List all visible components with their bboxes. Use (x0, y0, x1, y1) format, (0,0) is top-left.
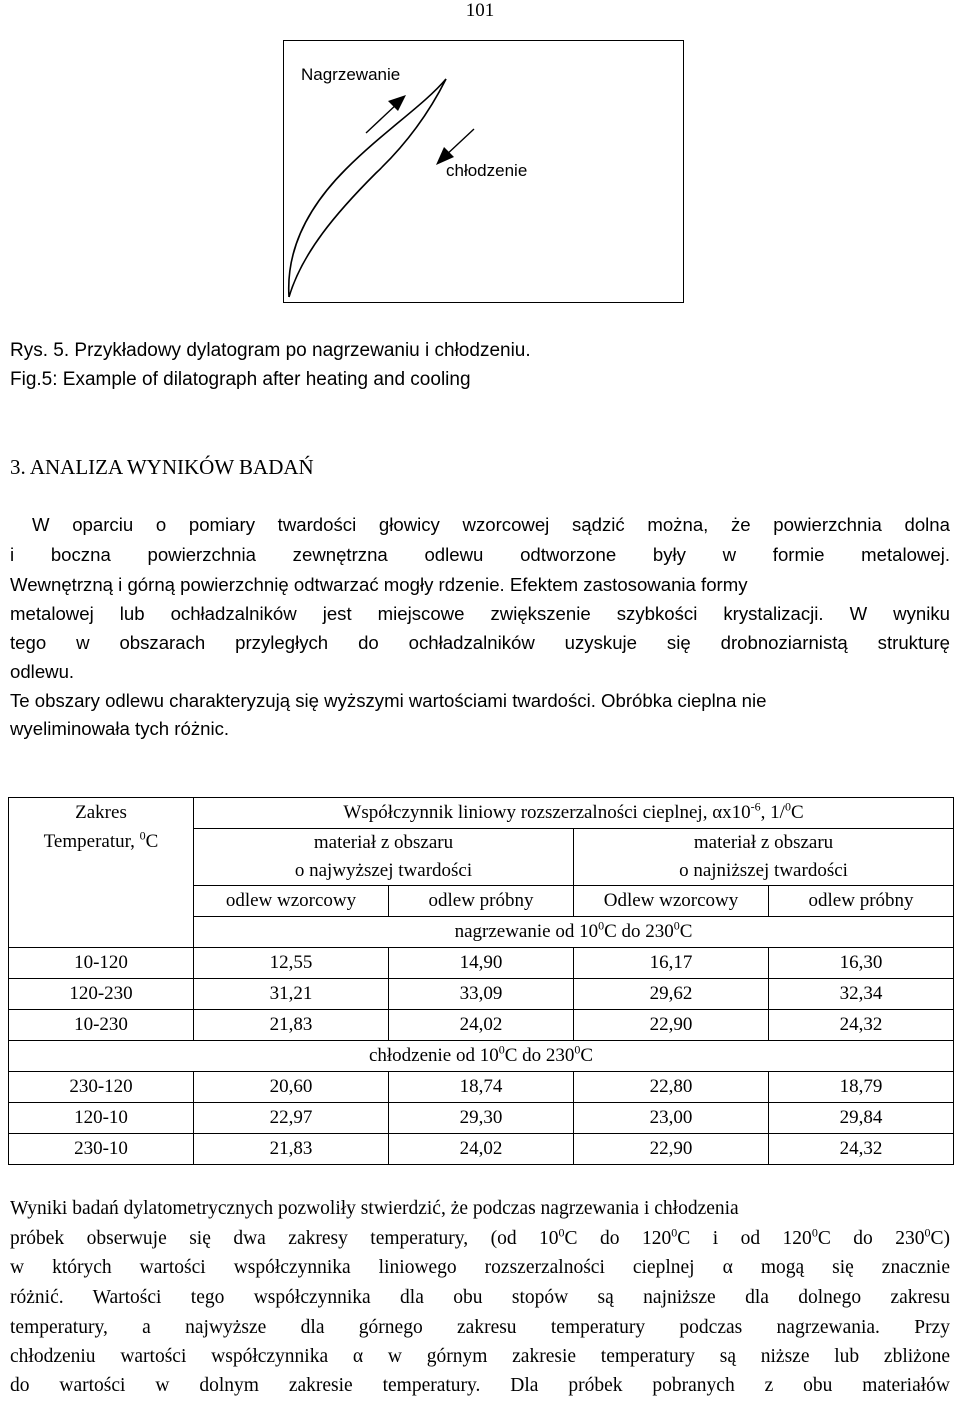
table-cell: 230-120 (9, 1072, 194, 1103)
subheader-cell: odlew próbny (389, 886, 574, 917)
subheader-cell: odlew wzorcowy (194, 886, 389, 917)
heating-curve (289, 79, 446, 297)
table-cell: 31,21 (194, 979, 389, 1010)
table-cell: 24,02 (389, 1010, 574, 1041)
table-cell: 23,00 (574, 1103, 769, 1134)
table-cell: 16,30 (769, 948, 954, 979)
table-cell: 21,83 (194, 1134, 389, 1165)
table-cell: 33,09 (389, 979, 574, 1010)
results-line: próbek obserwuje się dwa zakresy temperatury, (od $10^0C$ do $120^0C$ i od $120^0C$ do $230^0C$) (10, 1225, 950, 1249)
table-cell: 29,62 (574, 979, 769, 1010)
range-header-cell (9, 886, 194, 917)
empty-cell (9, 917, 194, 948)
table-cell: 12,55 (194, 948, 389, 979)
table-cell: 21,83 (194, 1010, 389, 1041)
table-row (9, 1072, 954, 1103)
table-cell: 14,90 (389, 948, 574, 979)
table-cell: 24,32 (769, 1134, 954, 1165)
table-cell: 22,97 (194, 1103, 389, 1134)
section-heading: 3. ANALIZA WYNIKÓW BADAŃ (10, 455, 314, 479)
table-cell: 22,90 (574, 1134, 769, 1165)
table-cell: 230-10 (9, 1134, 194, 1165)
table-cell: 32,34 (769, 979, 954, 1010)
paragraph-line: tego w obszarach przyległych do ochładzalników uzyskuje się drobnoziarnistą strukturę (10, 632, 950, 653)
table-cell: 20,60 (194, 1072, 389, 1103)
results-line: Wyniki badań dylatometrycznych pozwoliły stwierdzić, że podczas nagrzewania i chłodzenia (10, 1198, 739, 1219)
table-cell: 120-10 (9, 1103, 194, 1134)
heating-section-label: nagrzewanie od $10^0C$ do $230^0C$ (194, 917, 954, 948)
table-cell: 24,02 (389, 1134, 574, 1165)
results-line: chłodzeniu wartości współczynnika α w górnym zakresie temperatury są niższe lub zbliżone (10, 1346, 950, 1367)
paragraph-line: metalowej lub ochładzalników jest miejscowe zwiększenie szybkości krystalizacji. W wyniku (10, 603, 950, 624)
cooling-label: chłodzenie (446, 161, 528, 180)
table-cell: 29,30 (389, 1103, 574, 1134)
dilatogram-figure (283, 40, 684, 303)
thermal-expansion-table (8, 797, 954, 1165)
group-high-hardness: materiał z obszaru o najwyższej twardości (194, 829, 574, 886)
page-number: 101 (465, 0, 495, 21)
table-row (9, 979, 954, 1010)
heating-label: Nagrzewanie (301, 65, 401, 84)
paragraph-line: Te obszary odlewu charakteryzują się wyższymi wartościami twardości. Obróbka cieplna nie (10, 690, 767, 711)
heating-arrow-head (388, 95, 406, 111)
results-line: do wartości w dolnym zakresie temperatury. Dla próbek pobranych z obu materiałów (10, 1375, 950, 1396)
subheader-cell: odlew próbny (769, 886, 954, 917)
results-line: w których wartości współczynnika liniowego rozszerzalności cieplnej α mogą się znacznie (10, 1257, 950, 1278)
paragraph-line: wyeliminowała tych różnic. (10, 718, 230, 739)
table-row (9, 948, 954, 979)
table-cell: 18,79 (769, 1072, 954, 1103)
table-cell: 10-230 (9, 1010, 194, 1041)
table-row (9, 1103, 954, 1134)
group-low-hardness: materiał z obszaru o najniższej twardości (574, 829, 954, 886)
table-cell: 22,90 (574, 1010, 769, 1041)
table-cell: 10-120 (9, 948, 194, 979)
paragraph-line: i boczna powierzchnia zewnętrzna odlewu odtworzone były w formie metalowej. (10, 544, 950, 565)
table-cell: 24,32 (769, 1010, 954, 1041)
coefficient-header: Współczynnik liniowy rozszerzalności cieplnej, $\alpha x10^{-6}$, 1/$^0$C (194, 798, 954, 829)
paragraph-line: W oparciu o pomiary twardości głowicy wzorcowej sądzić można, że powierzchnia dolna (32, 514, 950, 535)
range-header-cell: Zakres (9, 798, 194, 829)
heating-arrow (366, 103, 398, 133)
subheader-cell: Odlew wzorcowy (574, 886, 769, 917)
figure-caption-en: Fig.5: Example of dilatograph after heating and cooling (10, 369, 471, 390)
table-row (9, 1134, 954, 1165)
table-cell: 16,17 (574, 948, 769, 979)
table-cell: 22,80 (574, 1072, 769, 1103)
figure-caption-pl: Rys. 5. Przykładowy dylatogram po nagrzewaniu i chłodzeniu. (10, 340, 531, 361)
cooling-section-label: chłodzenie od $10^0C$ do $230^0C$ (9, 1041, 954, 1072)
table-cell: 29,84 (769, 1103, 954, 1134)
table-cell: 18,74 (389, 1072, 574, 1103)
table-row (9, 1010, 954, 1041)
paragraph-line: Wewnętrzną i górną powierzchnię odtwarzać mogły rdzenie. Efektem zastosowania formy (10, 574, 748, 595)
results-line: temperatury, a najwyższe dla górnego zakresu temperatury podczas nagrzewania. Przy (10, 1317, 950, 1338)
table-cell: 120-230 (9, 979, 194, 1010)
results-line: różnić. Wartości tego współczynnika dla obu stopów są najniższe dla dolnego zakresu (10, 1287, 950, 1308)
range-header-cell: Temperatur, $^0$C (9, 829, 194, 886)
cooling-curve (289, 79, 446, 297)
paragraph-line: odlewu. (10, 661, 75, 682)
